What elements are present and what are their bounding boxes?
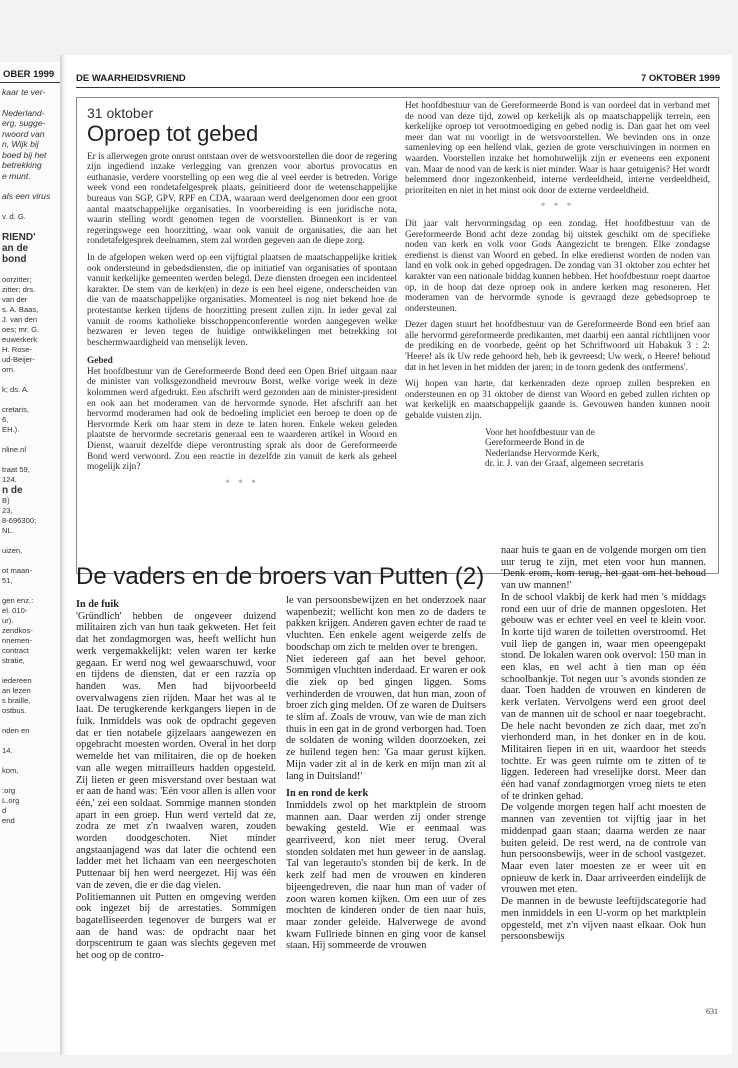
left-page-line: iedereen <box>2 675 32 685</box>
page-gutter <box>60 55 65 1055</box>
paragraph: le van persoonsbewijzen en het onderzoek naar wapenbezit; wellicht kon men zo de daders te pakken krijgen. Anderen gaven echter de raad te vluchten. Een enkele agent weigerde zelfs de boodschap om zich te melden over te brengen. <box>286 595 486 653</box>
left-page-lines <box>0 87 60 826</box>
left-page-line: 6, <box>2 414 9 424</box>
left-page-line: gen enz.: <box>2 595 34 605</box>
signature-line: Nederlandse Hervormde Kerk, <box>485 448 600 459</box>
left-page-fragment <box>0 62 60 1052</box>
article1-column-1-body <box>87 152 397 490</box>
article1-column-1 <box>87 105 397 495</box>
left-page-line: zitter; drs. <box>2 284 36 294</box>
section-subheading: In de fuik <box>76 599 119 610</box>
left-page-line <box>0 776 60 786</box>
left-page-line: zendkos- <box>2 625 33 635</box>
left-page-line <box>0 666 60 676</box>
left-page-line <box>0 265 60 275</box>
left-page-line: n, Wijk bij <box>2 139 39 149</box>
paragraph: Het hoofdbestuur van de Gereformeerde Bond is van oordeel dat in verband met de nood van deze tijd, zowel op kerkelijk als op maatschappelijk terrein, een kerkelijke oproep tot verootmoediging en gebed nodig is. Dan gaat het om veel meer dan wat nu voorligt in de wetsvoorstellen. We bevinden ons in onze samenleving op een hellend vlak, gezien de grote verschuivingen in normen en waarden. Voorstellen inzake het homohuwelijk zijn er eveneens een exponent van. Maar de nood van de kerk is niet minder. Waar is haar getuigenis? Het wordt belemmerd door ingezonkenheid, interne verdeeldheid, interne verdeeldheid, prioriteiten en niet in het minst ook door de externe verdeeldheid. <box>405 101 710 196</box>
left-page-line <box>0 536 60 546</box>
signature-line: Gereformeerde Bond in de <box>485 438 585 449</box>
left-page-line: bond <box>2 253 27 265</box>
left-page-line: kom, <box>2 765 19 775</box>
left-page-line: 8-696300; <box>2 515 37 525</box>
article-box-oproep <box>76 97 719 574</box>
paragraph: De mannen in de bewuste leeftijdscategorie had men inmiddels in een U-vorm op het marktplein opgesteld, met z'n vijven naast elkaar. Ook hun persoonsbewijs <box>501 896 706 943</box>
left-page-line: oes; mr. G. <box>2 324 40 334</box>
newspaper-page <box>66 55 732 1055</box>
left-page-line: ud-Beijer- <box>2 354 35 364</box>
left-page-line: NL. <box>2 525 14 535</box>
left-page-line: an de <box>2 242 29 254</box>
left-page-line: cretaris, <box>2 404 30 414</box>
left-page-line: el. 010- <box>2 605 28 615</box>
left-page-line: 23, <box>2 505 13 515</box>
left-page-line: Nederland- <box>2 107 45 118</box>
article1-column-2 <box>405 101 710 470</box>
left-page-line: contract <box>2 645 30 655</box>
left-page-line: nden en <box>2 725 30 735</box>
left-page-line: EH.). <box>2 424 20 434</box>
left-page-line: ot maan- <box>2 565 32 575</box>
left-page-line: stratie, <box>2 655 25 665</box>
left-page-line: L.org <box>2 795 20 805</box>
left-page-line <box>0 98 60 108</box>
issue-date: 7 OKTOBER 1999 <box>640 73 720 84</box>
section-divider: * * * <box>540 202 575 213</box>
left-page-line <box>0 375 60 385</box>
publication-name: DE WAARHEIDSVRIEND <box>76 73 186 84</box>
left-page-line: end <box>2 815 15 825</box>
paragraph: naar huis te gaan en de volgende morgen om tien uur terug te zijn, met eten voor hun mannen. 'Denk erom, kom terug, het gaat om het behoud van uw mannen!' <box>501 545 706 592</box>
left-page-line: H. Rose- <box>2 344 32 354</box>
left-page-line: an lezen <box>2 685 31 695</box>
left-page-line: rwoord van <box>2 128 45 139</box>
left-page-line: orn. <box>2 364 16 374</box>
page-number: 631 <box>706 1007 718 1016</box>
left-page-header: OBER 1999 <box>3 69 55 80</box>
paragraph: Er is allerwegen grote onrust ontstaan over de wetsvoorstellen die door de regering zijn ingediend inzake verlegging van grenzen voor abortus provocatus en euthanasie, verdere voorstelling op een weg die al veel eerder is betreden. Vorige week vond een rondetafelgesprek plaats, geïnitieerd door de wetenschappelijke bureaus van SGP, GPV, RPF en CDA, waaraan werd deelgenomen door een groot aantal maatschappelijke organisaties. In voorbereiding is een juridische nota, waarin stelling wordt genomen tegen de voorstellen. Binnenkort is er van regeringswege een hoorzitting, waar ook vanuit de organisaties, die aan het rondetafelgesprek deelnamen, stem zal worden gegeven aan de diepe zorg. <box>87 151 397 247</box>
left-page-rule <box>0 82 60 83</box>
left-page-line <box>0 455 60 465</box>
paragraph: Dezer dagen stuurt het hoofdbestuur van de Gereformeerde Bond een brief aan alle hervormd gereformeerde predikanten, met daarbij een aantal richtlijnen voor de prediking en de voorbede, geënt op het Schriftwoord uit Habakuk 3 : 2: 'Heere! als ik Uw rede gehoord heb, heb ik gevreesd; Uw werk, o Heere! behoud dat in het leven in het midden der jaren; in de toorn gedenk des ontfermens'. <box>405 320 710 373</box>
left-page-line: k; ds. A. <box>2 384 30 394</box>
left-page-line: 124. <box>2 474 17 484</box>
article2-column-1 <box>76 593 276 962</box>
left-page-line: oorzitter; <box>2 274 32 284</box>
paragraph: In de afgelopen weken werd op een vijftigtal plaatsen de maatschappelijke kritiek ook ondersteund in gebedsdiensten, die op initiatief van organisaties of spontaan vanuit kerkelijke gemeenten werden belegd. Deze diensten droegen een incidenteel karakter. De stem van de kerk(en) in deze is een heel eigene, onderscheiden van die van de maatschappelijke organisaties. Momenteel is nog niet bekend hoe de protestantse kerken tijdens de hoorzitting present zullen zijn. In ieder geval zal vanuit de rooms katholieke bisschoppenconferentie worden aangegeven welke bezwaren er leven tegen de huidige ontwikkelingen met betrekking tot beschermwaardigheid van menselijk leven. <box>87 252 397 348</box>
article1-date: 31 oktober <box>87 105 154 121</box>
paragraph: Het hoofdbestuur van de Gereformeerde Bond deed een Open Brief uitgaan naar de minister van volksgezondheid mevrouw Borst, welke vorige week in deze kolommen werd afgedrukt. Een afschrift werd gezonden aan de minister-president en ook aan het moderamen van de hervormde synode. Het afschrift aan het hervormd moderamen had ook de bedoeling impliciet een beroep te doen op de Hervormde Kerk om haar stem in deze te laten horen. Enkele weken geleden plaatste de hervormde secretaris generaal een te waarderen artikel in Woord en Dienst, waaruit dezelfde diepe verontrusting sprak als door de Gereformeerde Bond werd verwoord. Zou een reactie in dezelfde zin vanuit de kerk als geheel mogelijk zijn? <box>87 366 397 473</box>
article1-title: Oproep tot gebed <box>87 120 259 146</box>
left-page-line: B) <box>2 495 10 505</box>
paragraph: Dit jaar valt hervormingsdag op een zondag. Het hoofdbestuur van de Gereformeerde Bond acht deze zondag bij uitstek geschikt om de specifieke noden van kerk en volk voor Gods Aangezicht te brengen. Elke zondagse eredienst is dienst van Woord en gebed. In elke eredienst worden de noden van land en volk ook in gebed opgedragen. De zondag van 31 oktober zou echter het karakter van een nationale biddag kunnen hebben. Het hoofdbestuur roept daartoe op, in de hoop dat deze oproep ook in andere kerken mag resoneren. Het moderamen van de hervormde synode is gevraagd deze gebedsoproep te ondersteunen. <box>405 218 710 314</box>
left-page-line: J. van den <box>2 314 38 324</box>
left-page-line: boed bij het <box>2 149 47 160</box>
article2-column-2 <box>286 595 486 952</box>
left-page-line: euwerkerk <box>2 334 38 344</box>
left-page-line: RIEND' <box>2 231 36 243</box>
left-page-line: ostbus. <box>2 705 27 715</box>
left-page-line: s. A. Baas, <box>2 304 39 314</box>
left-page-line <box>0 395 60 405</box>
paragraph: Niet iedereen gaf aan het bevel gehoor. Sommigen vluchtten inderdaad. Er waren er ook die ziek op bed gingen liggen. Soms verhinderden de vrouwen, dat hun man, zoon of broer zich ging melden. Of ze waren de Duitsers te slim af. Zoals de vrouw, van wie de man zich thuis in een gat in de grond verborgen had. Toen de soldaten de woning wilden doorzoeken, zei ze huilend tegen hen: 'Ga maar gerust kijken. Mijn vader zit al in de kerk en mijn man zit al lang in Duitsland!' <box>286 653 486 782</box>
left-page-line: uizen, <box>2 545 23 555</box>
left-page-line <box>0 716 60 726</box>
left-page-line: 14. <box>2 745 13 755</box>
left-page-line: d <box>2 805 7 815</box>
left-page-line: s braille, <box>2 695 31 705</box>
left-page-line <box>0 556 60 566</box>
signature-line: Voor het hoofdbestuur van de <box>485 427 595 438</box>
article2-title: De vaders en de broers van Putten (2) <box>76 563 485 590</box>
paragraph: 'Gründlich' hebben de ongeveer duizend militairen zich van hun taak gekweten. Het feit dat het zondagmorgen was, heeft wellicht hun werk vergemakkelijkt: velen waren ter kerke gegaan. Er werd nog wel gewaarschuwd, voor en tijdens de diensten, dat er een razzia op handen was. Men had bijvoorbeeld overvalwagens zien rijden. Maar het was al te laat. De terugkerende kerkgangers liepen in de fuik. Inmiddels was ook de opdracht gegeven dat er tien notabele gijzelaars aangewezen en opgebracht moesten worden. Overal in het dorp wemelde het van militairen, die op de hoeken van alle wegen mitrailleurs hadden opgesteld. Zij lieten er geen misverstand over bestaan wat er aan de hand was: 'Eén voor allen is allen voor één,' zei een soldaat. Sommige mannen stonden apart in een groep. Hun werd verteld dat ze, zodra ze met z'n twaalven waren, zouden worden doodgeschoten. Niet minder angstaanjagend was dat later die ochtend een ladder met het lichaam van een neergeschoten Puttenaar bij hen werd neergezet. Hij was één van de zeven, die er die dag vielen. <box>76 610 276 891</box>
left-page-line <box>0 756 60 766</box>
left-page-line <box>0 222 60 232</box>
paragraph: In de school vlakbij de kerk had men 's middags rond een uur of drie de mannen opgesloten. Het gebouw was er echter veel en veel te klein voor. In korte tijd waren de toiletten overstroomd. Het vuil liep de gangen in, waar men opeengepakt stond. De lokalen waren ook overvol: 150 man in een klas, en wel acht à tien man op één schoolbankje. Tot negen uur 's avonds stonden ze daar. Toen hadden de vrouwen en kinderen de kerk verlaten. Vervolgens werd een groot deel van de mannen uit de school er naar toegebracht. De hele nacht bevonden ze zich daar, met zo'n vierhonderd man, in het donker en in de kou. Militairen liepen in en uit, waardoor het steeds tochtte. Er was geen ruimte om te zitten of te liggen. Iedereen had vreselijke dorst. Meer dan één had vanaf zondagmorgen vroeg niets te eten of te drinken gehad. <box>501 591 706 802</box>
left-page-line: e munt. <box>2 170 31 181</box>
left-page-line <box>0 202 60 212</box>
signature-line: dr. ir. J. van der Graaf, algemeen secretaris <box>485 459 644 470</box>
section-divider: * * * <box>225 478 259 489</box>
article2-column-3 <box>501 545 706 943</box>
left-page-line: erg, sugge- <box>2 118 46 128</box>
left-page-line: v. d. G. <box>2 211 26 221</box>
left-page-line <box>0 736 60 746</box>
paragraph: Inmiddels zwol op het marktplein de stroom mannen aan. Daar werden zij onder strenge bewaking gesteld. Wie er eenmaal was gearriveerd, kon niet meer terug. Overal stonden soldaten met hun geweer in de aanslag. Tal van legerauto's stonden bij de kerk. In de kerk zelf had men de vrouwen en kinderen bijeengedreven, die naar hun man of vader of zoon waren komen kijken. Om een uur of zes mochten de kinderen onder de tien naar huis, maar zonder geleide. Halverwege de avond kwam Fullriede binnen en ging voor de kansel staan. Hij sommeerde de vrouwen <box>286 799 486 952</box>
section-subheading: In en rond de kerk <box>286 788 369 800</box>
section-subheading: Gebed <box>87 356 113 367</box>
left-page-line <box>0 435 60 445</box>
left-page-line: nnemen- <box>2 635 32 645</box>
left-page-line: :org <box>2 785 16 795</box>
left-page-line: traat 59, <box>2 464 30 474</box>
left-page-line: als een virus <box>2 191 51 201</box>
left-page-line: 51, <box>2 575 13 585</box>
left-page-line: kaar te ver- <box>2 87 46 97</box>
left-page-line <box>0 586 60 596</box>
paragraph: Wij hopen van harte, dat kerkenraden deze oproep zullen bespreken en ondersteunen en op 31 oktober de dienst van Woord en gebed zullen richten op wat kerkelijk en maatschappelijk gaande is. Gevouwen handen kunnen nooit gebalde vuisten zijn. <box>405 379 710 422</box>
left-page-line: ur). <box>2 615 14 625</box>
paragraph: De volgende morgen tegen half acht moesten de mannen van zeventien tot vijftig jaar in het middenpad gaan staan; daarna werden ze naar buiten geleid. De rest werd, na de controle van hun persoonsbewijs, weer in de school vastgezet. Maar even later moesten ze er weer uit en opnieuw de kerk in. Daar arriveerden eindelijk de vrouwen met eten. <box>501 802 706 896</box>
running-header <box>76 73 720 88</box>
paragraph: Politiemannen uit Putten en omgeving werden ook ingezet bij de arrestaties. Sommigen bagatelliseerden tegenover de burgers wat er aan de hand was: de opdracht naar het dorpscentrum te gaan was slechts gegeven met het oog op de contro- <box>76 891 276 962</box>
left-page-line: n de <box>2 484 23 496</box>
left-page-line <box>0 181 60 191</box>
left-page-line: betrekking <box>2 160 42 170</box>
left-page-line: van der <box>2 294 28 304</box>
left-page-line: nline.nl <box>2 444 27 454</box>
